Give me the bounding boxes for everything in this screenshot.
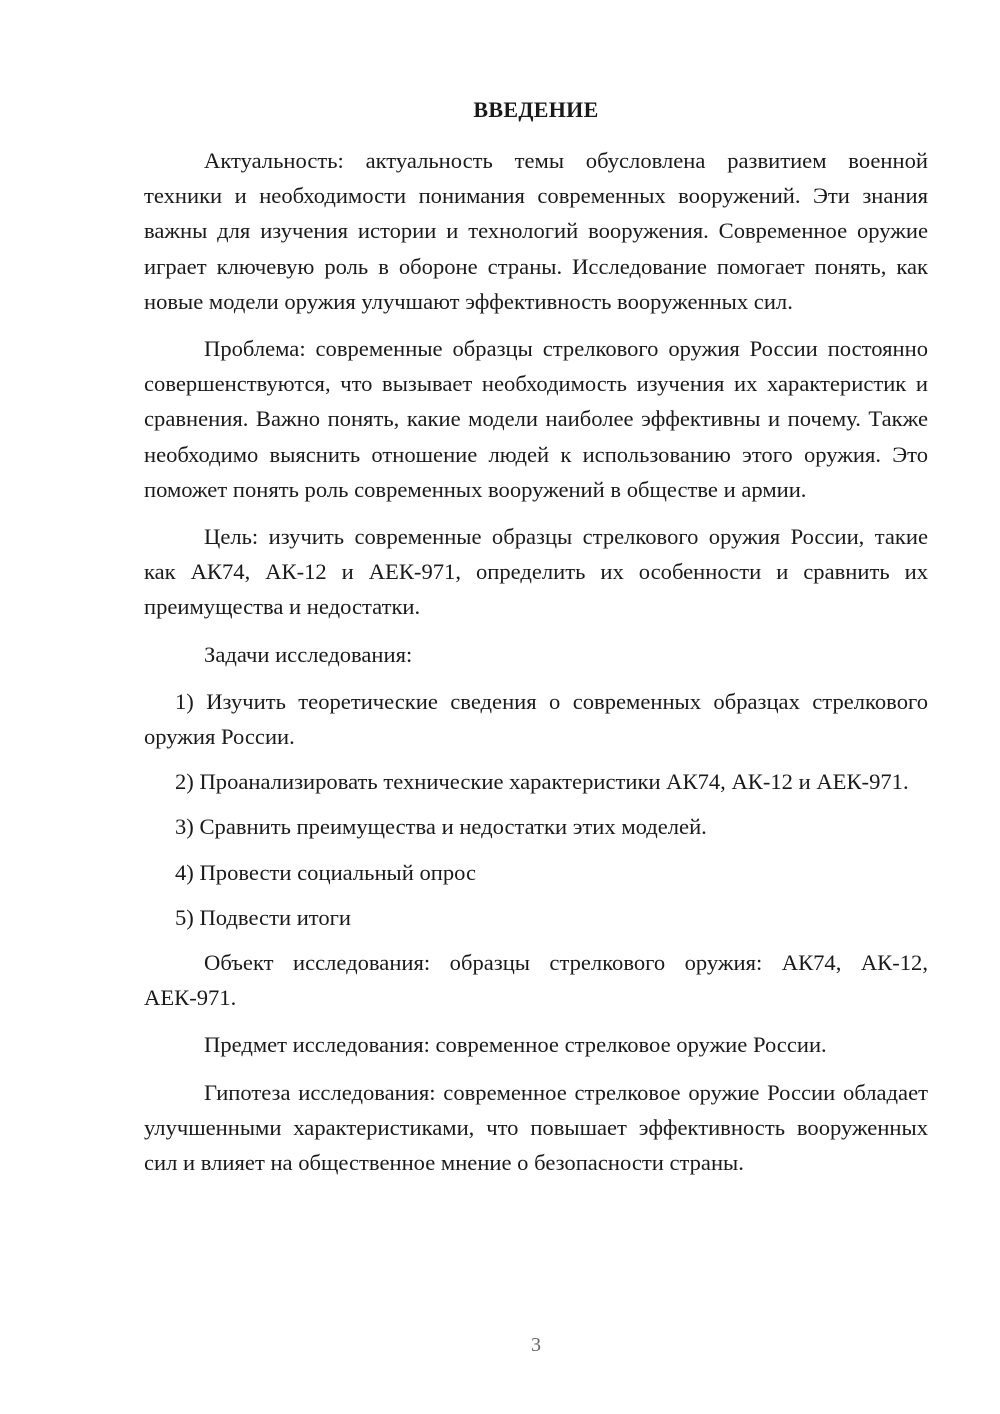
subject-paragraph: Предмет исследования: современное стрелковое оружие России. — [204, 1032, 827, 1058]
task-item-4: 4) Провести социальный опрос — [175, 859, 477, 885]
task-item-5: 5) Подвести итоги — [175, 904, 352, 930]
relevance-paragraph: Актуальность: актуальность темы обусловлена развитием военной техники и необходимости понимания современных вооружений. Эти знания важны для изучения истории и технологий вооружения. Современное оружие играет ключевую роль в обороне страны. Исследование помогает понять, как новые модели оружия улучшают эффективность вооруженных сил. — [144, 148, 928, 314]
tasks-heading: Задачи исследования: — [204, 641, 413, 667]
goal-paragraph: Цель: изучить современные образцы стрелкового оружия России, такие как АК74, АК-12 и АЕК-971, определить их особенности и сравнить их преимущества и недостатки. — [144, 524, 928, 620]
task-item-2: 2) Проанализировать технические характеристики АК74, АК-12 и АЕК-971. — [175, 769, 909, 795]
page-number: 3 — [531, 1334, 541, 1356]
document-page — [144, 95, 928, 1192]
task-item-1: 1) Изучить теоретические сведения о современных образцах стрелкового оружия России. — [144, 688, 928, 750]
task-item-3: 3) Сравнить преимущества и недостатки этих моделей. — [175, 814, 707, 840]
page-title: ВВЕДЕНИЕ — [473, 97, 599, 122]
problem-paragraph: Проблема: современные образцы стрелкового оружия России постоянно совершенствуются, что вызывает необходимость изучения их характеристик и сравнения. Важно понять, какие модели наиболее эффективны и почему. Также необходимо выяснить отношение людей к использованию этого оружия. Это поможет понять роль современных вооружений в обществе и армии. — [144, 336, 928, 502]
hypothesis-paragraph: Гипотеза исследования: современное стрелковое оружие России обладает улучшенными характеристиками, что повышает эффективность вооруженных сил и влияет на общественное мнение о безопасности страны. — [144, 1079, 928, 1176]
object-paragraph: Объект исследования: образцы стрелкового оружия: АК74, АК-12, АЕК-971. — [144, 950, 928, 1011]
